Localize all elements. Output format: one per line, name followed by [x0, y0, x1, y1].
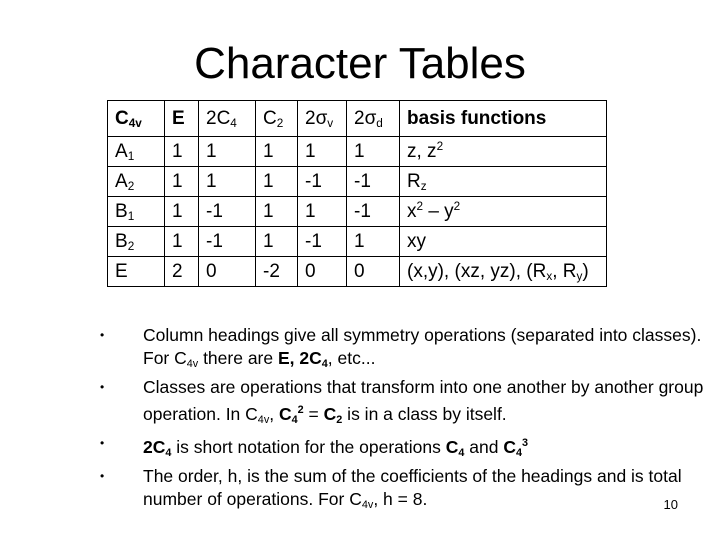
op-cell: $2\sigma_d$	[347, 101, 400, 137]
bullet-item	[100, 432, 720, 465]
character-cell: 1	[347, 227, 400, 257]
basis-cell: xy	[400, 227, 607, 257]
bullet-dot-icon: •	[100, 468, 105, 483]
bullet-list	[60, 324, 720, 517]
character-cell: 1	[256, 197, 298, 227]
bullet-text: The order, h, is the sum of the coefficients of the headings and is total number of operations. For $C_{4v}$, h = 8.	[143, 465, 682, 511]
table-row	[108, 137, 607, 167]
irrep-cell: $B_1$	[108, 197, 165, 227]
character-cell: 1	[165, 227, 199, 257]
character-cell: -1	[298, 227, 347, 257]
bullet-item	[100, 376, 720, 432]
basis-header-cell: basis functions	[400, 101, 607, 137]
character-cell: 1	[199, 137, 256, 167]
character-cell: 2	[165, 257, 199, 287]
irrep-cell: $A_1$	[108, 137, 165, 167]
table-row	[108, 257, 607, 287]
bullet-item	[100, 465, 720, 517]
bullet-text: Classes are operations that transform into one another by another group operation. In $C_{4v}$, $C_4^2 = C_2$ is in a class by itself.	[143, 376, 704, 426]
character-cell: 1	[199, 167, 256, 197]
page-number: 10	[663, 497, 678, 512]
character-cell: 1	[256, 227, 298, 257]
op-cell: $2C_4$	[199, 101, 256, 137]
character-cell: 1	[256, 137, 298, 167]
basis-cell: (x,y), (xz, yz), ($R_x$, $R_y$)	[400, 257, 607, 287]
irrep-cell: $A_2$	[108, 167, 165, 197]
bullet-dot-icon: •	[100, 327, 105, 342]
character-cell: -2	[256, 257, 298, 287]
basis-cell: $R_z$	[400, 167, 607, 197]
irrep-cell: $B_2$	[108, 227, 165, 257]
op-cell: $2\sigma_v$	[298, 101, 347, 137]
basis-cell: $x^2 - y^2$	[400, 197, 607, 227]
table-row	[108, 227, 607, 257]
table-row	[108, 197, 607, 227]
character-cell: 0	[298, 257, 347, 287]
character-cell: -1	[347, 197, 400, 227]
character-cell: -1	[199, 197, 256, 227]
character-cell: 0	[199, 257, 256, 287]
table-header-row	[108, 101, 607, 137]
character-cell: 0	[347, 257, 400, 287]
op-cell: $C_2$	[256, 101, 298, 137]
bullet-item	[100, 324, 720, 376]
character-cell: 1	[165, 137, 199, 167]
basis-cell: z, $z^2$	[400, 137, 607, 167]
character-cell: 1	[347, 137, 400, 167]
character-cell: -1	[298, 167, 347, 197]
op-cell: E	[165, 101, 199, 137]
bullet-dot-icon: •	[100, 379, 105, 394]
character-cell: -1	[199, 227, 256, 257]
character-cell: -1	[347, 167, 400, 197]
character-cell: 1	[165, 197, 199, 227]
bullet-text: $2C_4$ is short notation for the operations $C_4$ and $C_4^3$	[143, 436, 529, 459]
character-table	[107, 100, 607, 287]
character-cell: 1	[298, 137, 347, 167]
character-cell: 1	[298, 197, 347, 227]
slide-title: Character Tables	[194, 39, 526, 88]
bullet-dot-icon: •	[100, 435, 105, 450]
bullet-text: Column headings give all symmetry operations (separated into classes). For $C_{4v}$ there are E, $2C_4$, etc...	[143, 324, 702, 370]
table-row	[108, 167, 607, 197]
character-cell: 1	[165, 167, 199, 197]
point-group-cell: $C_{4v}$	[108, 101, 165, 137]
character-cell: 1	[256, 167, 298, 197]
irrep-cell: E	[108, 257, 165, 287]
